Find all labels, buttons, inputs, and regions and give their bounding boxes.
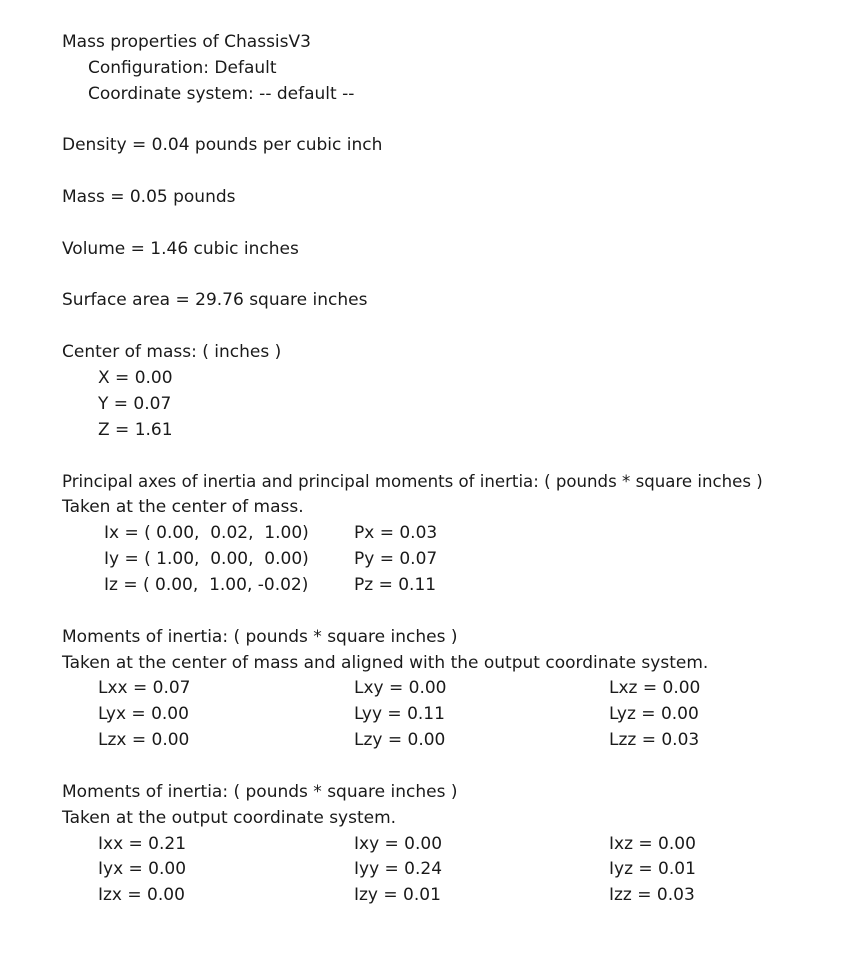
center-of-mass-z: Z = 1.61 [98,420,173,440]
center-of-mass-y: Y = 0.07 [98,394,172,414]
moments-com-heading: Moments of inertia: ( pounds * square inches ) [62,627,458,647]
volume-line: Volume = 1.46 cubic inches [62,239,299,259]
moment-lxz: Lxz = 0.00 [609,678,701,698]
moment-iyz: Iyz = 0.01 [609,859,696,879]
moment-izy: Izy = 0.01 [354,885,441,905]
principal-axes-heading: Principal axes of inertia and principal moments of inertia: ( pounds * square inches ) [62,472,763,491]
moment-iyx: Iyx = 0.00 [98,859,187,879]
moments-com-taken-at: Taken at the center of mass and aligned with the output coordinate system. [62,653,709,673]
surface-area-line: Surface area = 29.76 square inches [62,290,368,310]
mass-line: Mass = 0.05 pounds [62,187,236,207]
moment-lzz: Lzz = 0.03 [609,730,700,750]
moment-lxy: Lxy = 0.00 [354,678,447,698]
principal-axis-ix: Ix = ( 0.00, 0.02, 1.00) [104,523,309,543]
moments-output-heading: Moments of inertia: ( pounds * square inches ) [62,782,458,802]
moment-ixy: Ixy = 0.00 [354,834,443,854]
moment-lzy: Lzy = 0.00 [354,730,446,750]
principal-moment-pz: Pz = 0.11 [354,575,437,595]
coordinate-system-line: Coordinate system: -- default -- [88,84,355,104]
principal-taken-at: Taken at the center of mass. [62,497,304,517]
moment-iyy: Iyy = 0.24 [354,859,443,879]
principal-moment-px: Px = 0.03 [354,523,438,543]
moment-lyx: Lyx = 0.00 [98,704,189,724]
principal-axis-iy: Iy = ( 1.00, 0.00, 0.00) [104,549,309,569]
center-of-mass-x: X = 0.00 [98,368,173,388]
principal-moment-py: Py = 0.07 [354,549,438,569]
moment-lxx: Lxx = 0.07 [98,678,191,698]
principal-axis-iz: Iz = ( 0.00, 1.00, -0.02) [104,575,309,595]
configuration-line: Configuration: Default [88,58,277,78]
moment-ixz: Ixz = 0.00 [609,834,696,854]
report-title: Mass properties of ChassisV3 [62,32,311,52]
moment-ixx: Ixx = 0.21 [98,834,187,854]
center-of-mass-heading: Center of mass: ( inches ) [62,342,282,362]
moment-lyy: Lyy = 0.11 [354,704,445,724]
density-line: Density = 0.04 pounds per cubic inch [62,135,383,155]
moment-izx: Izx = 0.00 [98,885,185,905]
moment-lzx: Lzx = 0.00 [98,730,190,750]
moment-izz: Izz = 0.03 [609,885,695,905]
moment-lyz: Lyz = 0.00 [609,704,699,724]
moments-output-taken-at: Taken at the output coordinate system. [62,808,397,828]
